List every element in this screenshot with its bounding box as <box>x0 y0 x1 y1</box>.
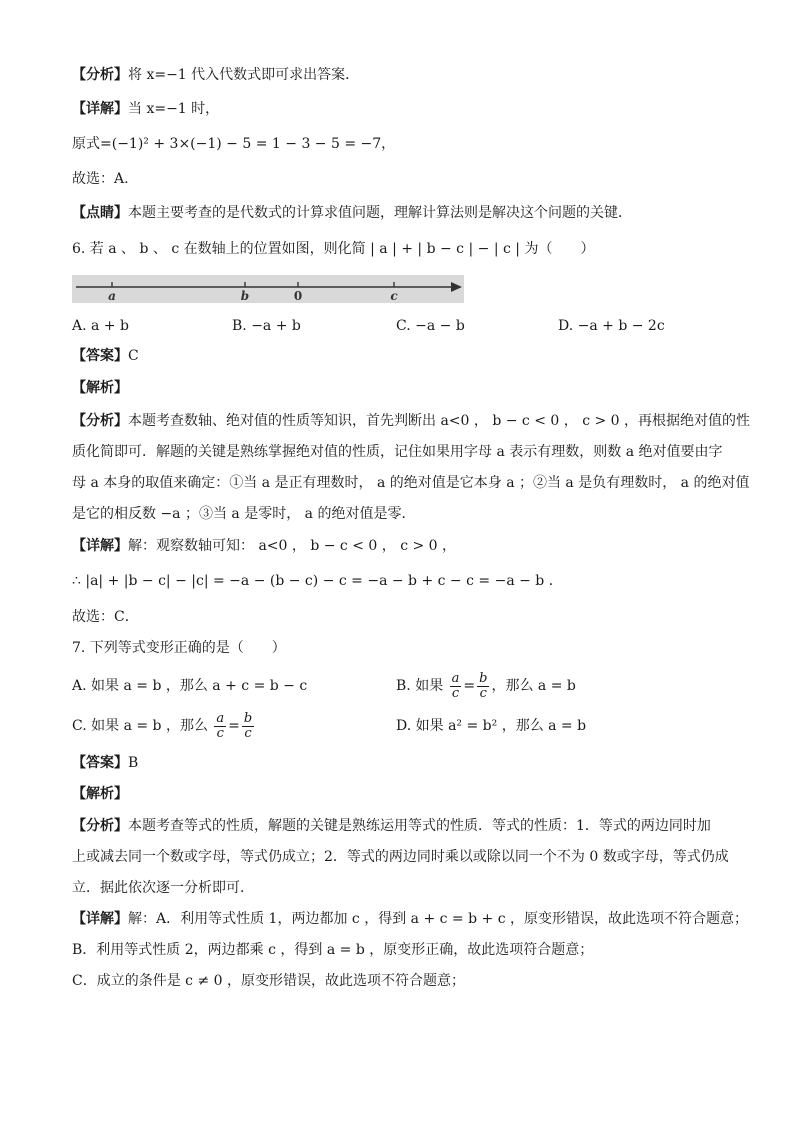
comment-text: 本题主要考查的是代数式的计算求值问题，理解计算法则是解决这个问题的关键． <box>128 205 632 221</box>
detail-text: 当 x=−1 时， <box>128 101 220 117</box>
q7-detail-c: C．成立的条件是 c ≠ 0 ，原变形错误，故此选项不符合题意； <box>72 973 465 989</box>
option-b-suffix: ，那么 a = b <box>491 678 576 694</box>
q7-analysis-line-2: 上或减去同一个数或字母，等式仍成立；2．等式的两边同时乘以或除以同一个不为 0 数或字母，等式仍成 <box>72 849 729 865</box>
label-a: a <box>108 289 116 303</box>
q5-formula: 原式=(−1)² + 3×(−1) − 5 = 1 − 3 − 5 = −7， <box>72 136 396 152</box>
label-c: c <box>390 289 398 303</box>
q5-choose: 故选：A. <box>72 171 129 187</box>
q6-stem: 6. 若 a 、 b 、 c 在数轴上的位置如图，则化简 | a | + | b − c | − | c | 为（ ） <box>72 241 595 257</box>
q7-answer <box>72 752 732 774</box>
answer-text: B <box>128 755 139 771</box>
detail-tag: 【详解】 <box>72 101 128 117</box>
label-zero: 0 <box>293 289 303 303</box>
analysis-tag: 【分析】 <box>72 818 128 834</box>
q6-option-a: A. a + b <box>72 318 129 334</box>
comment-tag: 【点睛】 <box>72 205 128 221</box>
q7-option-a: A. 如果 a = b ，那么 a + c = b − c <box>72 678 308 694</box>
number-line-background <box>72 275 464 303</box>
analysis-tag: 【分析】 <box>72 67 128 83</box>
detail-tag: 【详解】 <box>72 538 128 554</box>
q6-analysis-line-1 <box>72 410 751 432</box>
number-line-figure <box>72 275 464 303</box>
q6-option-b: B. −a + b <box>232 318 301 334</box>
q5-analysis <box>72 64 732 86</box>
fraction-b-over-c: $\frac{b}{c}$ <box>243 710 253 741</box>
fraction-b-over-c: $\frac{b}{c}$ <box>479 670 488 701</box>
q6-answer <box>72 345 732 367</box>
q6-option-d: D. −a + b − 2c <box>558 318 665 334</box>
q5-detail <box>72 98 732 120</box>
q5-comment <box>72 202 732 224</box>
option-b-prefix: B. 如果 <box>396 678 444 694</box>
q6-choose: 故选：C． <box>72 609 139 625</box>
detail-text: 解：A．利用等式性质 1，两边都加 c ，得到 a + c = b + c ，原变形错误，故此选项不符合题意； <box>128 911 748 927</box>
fraction-a-over-c: $\frac{a}{c}$ <box>216 710 225 741</box>
q7-option-b: B. 如果 $\frac{a}{c}$ = $\frac{b}{c}$ ，那么 a = b <box>396 670 576 701</box>
q6-analysis-line-3: 母 a 本身的取值来确定：①当 a 是正有理数时， a 的绝对值是它本身 a ；②当 a 是负有理数时， a 的绝对值 <box>72 475 750 491</box>
q6-analysis-line-2: 质化简即可．解题的关键是熟练掌握绝对值的性质，记住如果用字母 a 表示有理数，则数 a 绝对值要由字 <box>72 444 723 460</box>
analysis-text: 本题考查数轴、绝对值的性质等知识，首先判断出 a<0 ， b − c < 0 ， c > 0 ，再根据绝对值的性 <box>128 413 751 429</box>
q7-stem: 7. 下列等式变形正确的是（ ） <box>72 640 286 656</box>
label-b: b <box>240 289 250 303</box>
option-c-prefix: C. 如果 a = b ，那么 <box>72 718 208 734</box>
q6-option-c: C. −a − b <box>396 318 465 334</box>
q7-option-c: C. 如果 a = b ，那么 $\frac{a}{c}$ = $\frac{b}{c}$ <box>72 710 253 741</box>
detail-text: 解：观察数轴可知： a<0 ， b − c < 0 ， c > 0 ， <box>128 538 457 554</box>
q6-analysis-line-4: 是它的相反数 −a ；③当 a 是零时， a 的绝对值是零． <box>72 506 416 522</box>
q6-detail <box>72 535 732 557</box>
detail-tag: 【详解】 <box>72 911 128 927</box>
q7-analysis-line-3: 立．据此依次逐一分析即可． <box>72 880 254 896</box>
analysis-text: 本题考查等式的性质，解题的关键是熟练运用等式的性质．等式的性质：1．等式的两边同时加 <box>128 818 711 834</box>
analysis-tag: 【分析】 <box>72 413 128 429</box>
q7-option-d: D. 如果 a² = b² ，那么 a = b <box>396 718 587 734</box>
q7-analysis-line-1 <box>72 815 732 837</box>
q7-detail-a <box>72 908 748 930</box>
fraction-a-over-c: $\frac{a}{c}$ <box>451 670 460 701</box>
q6-jiexi: 【解析】 <box>72 380 128 396</box>
q7-jiexi: 【解析】 <box>72 786 128 802</box>
analysis-text: 将 x=−1 代入代数式即可求出答案． <box>128 67 360 83</box>
answer-text: C <box>128 348 139 364</box>
answer-tag: 【答案】 <box>72 755 128 771</box>
answer-tag: 【答案】 <box>72 348 128 364</box>
q6-formula: ∴ |a| + |b − c| − |c| = −a − (b − c) − c = −a − b + c − c = −a − b ． <box>72 573 563 589</box>
q7-detail-b: B．利用等式性质 2，两边都乘 c ，得到 a = b ，原变形正确，故此选项符合题意； <box>72 942 594 958</box>
